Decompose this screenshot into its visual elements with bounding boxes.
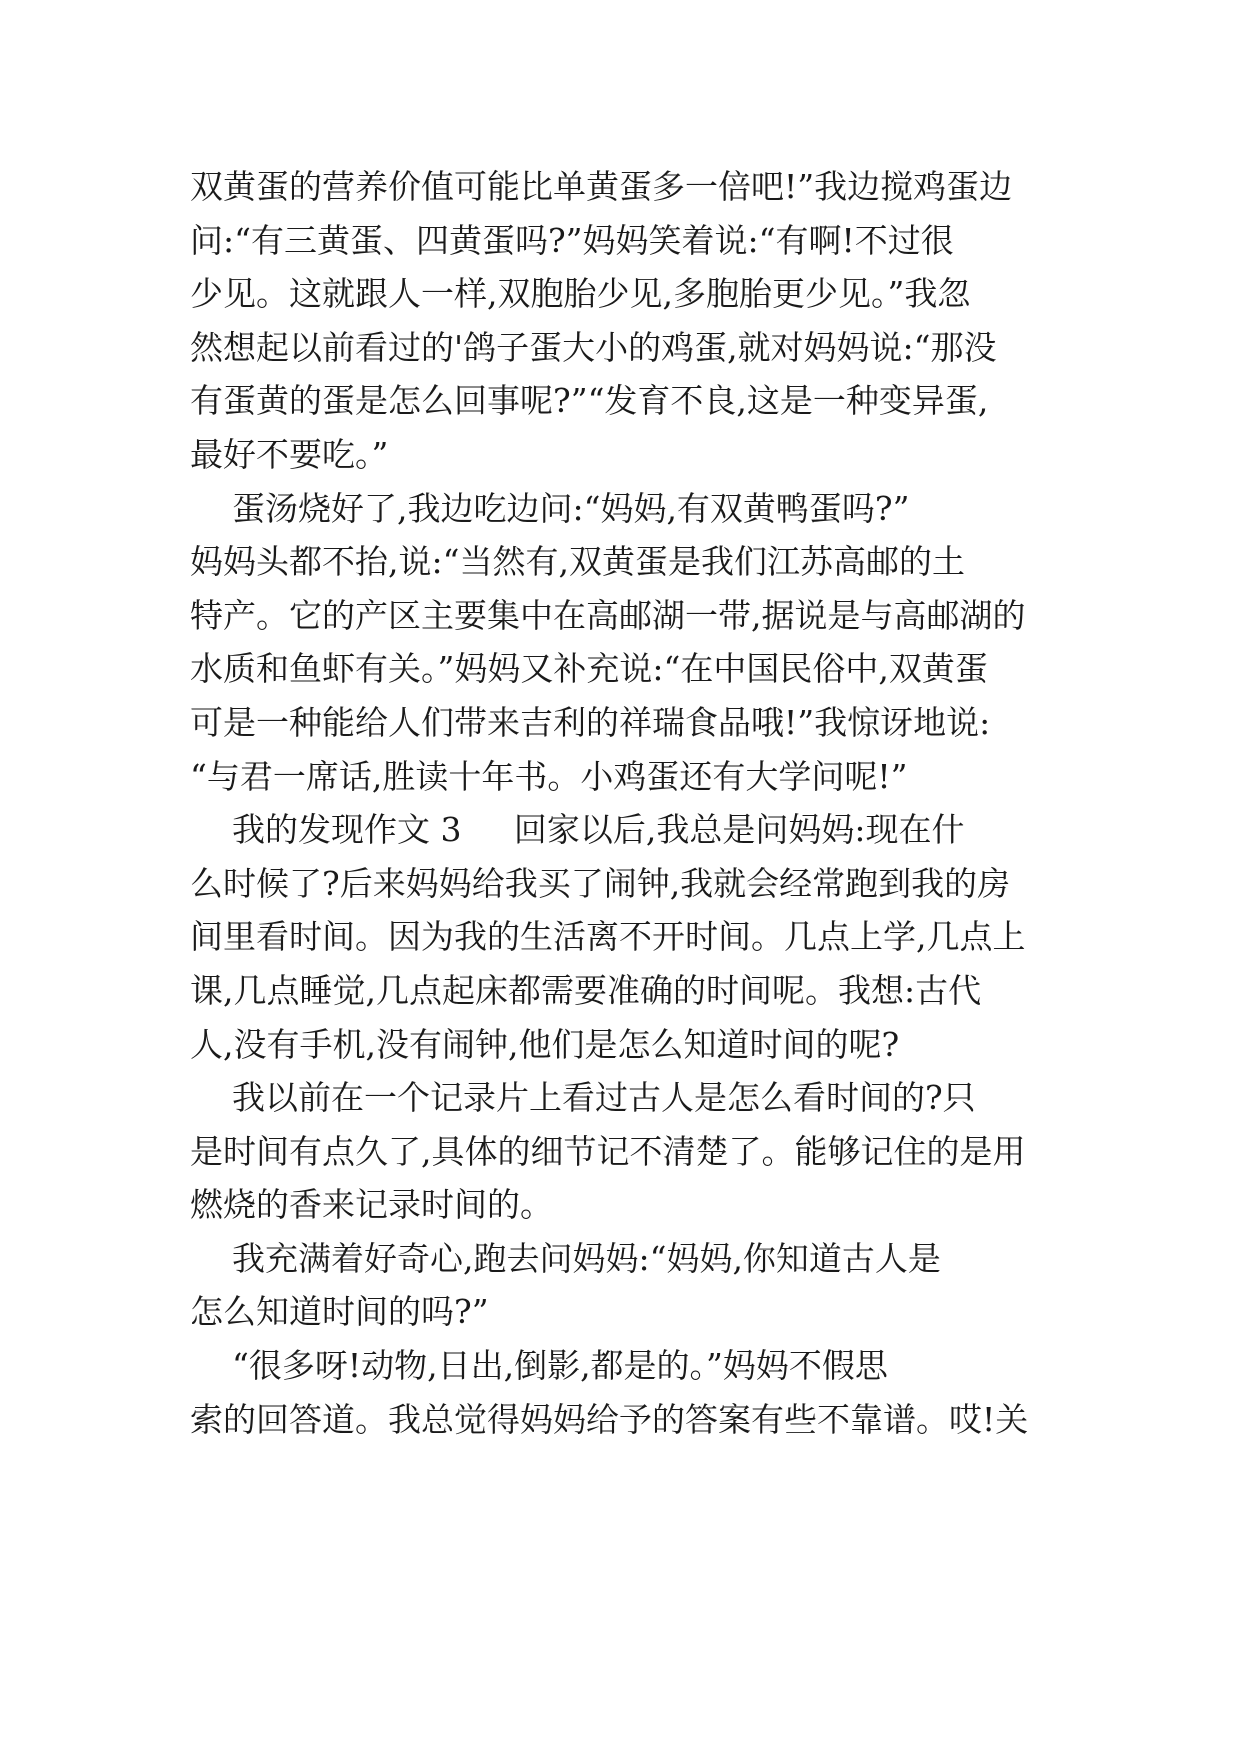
text-line: 间里看时间。因为我的生活离不开时间。几点上学,几点上 — [190, 917, 1026, 957]
text-line: 我充满着好奇心,跑去问妈妈:“妈妈,你知道古人是 — [190, 1238, 941, 1278]
body-text — [190, 160, 1070, 1446]
text-line: 少见。这就跟人一样,双胞胎少见,多胞胎更少见。”我忽 — [190, 274, 971, 314]
text-line: 索的回答道。我总觉得妈妈给予的答案有些不靠谱。哎!关 — [190, 1399, 1029, 1439]
text-line: 可是一种能给人们带来吉利的祥瑞食品哦!”我惊讶地说: — [190, 702, 991, 742]
text-line: 然想起以前看过的'鸽子蛋大小的鸡蛋,就对妈妈说:“那没 — [190, 327, 997, 367]
text-line: 么时候了?后来妈妈给我买了闹钟,我就会经常跑到我的房 — [190, 863, 1011, 903]
text-line: 是时间有点久了,具体的细节记不清楚了。能够记住的是用 — [190, 1131, 1026, 1171]
text-line: 蛋汤烧好了,我边吃边问:“妈妈,有双黄鸭蛋吗?” — [190, 488, 910, 528]
text-line: 妈妈头都不抬,说:“当然有,双黄蛋是我们江苏高邮的土 — [190, 542, 965, 582]
text-line: 最好不要吃。” — [190, 434, 389, 474]
text-line: “与君一席话,胜读十年书。小鸡蛋还有大学问呢!” — [190, 756, 908, 796]
text-line: “很多呀!动物,日出,倒影,都是的。”妈妈不假思 — [190, 1346, 888, 1386]
text-line: 水质和鱼虾有关。”妈妈又补充说:“在中国民俗中,双黄蛋 — [190, 649, 988, 689]
text-line: 有蛋黄的蛋是怎么回事呢?”“发育不良,这是一种变异蛋, — [190, 381, 989, 421]
text-line: 怎么知道时间的吗?” — [190, 1292, 489, 1332]
text-line: 双黄蛋的营养价值可能比单黄蛋多一倍吧!”我边搅鸡蛋边 — [190, 167, 1013, 206]
text-line: 人,没有手机,没有闹钟,他们是怎么知道时间的呢? — [190, 1024, 900, 1064]
text-line: 特产。它的产区主要集中在高邮湖一带,据说是与高邮湖的 — [190, 595, 1026, 635]
text-line: 燃烧的香来记录时间的。 — [190, 1185, 553, 1225]
text-line: 课,几点睡觉,几点起床都需要准确的时间呢。我想:古代 — [190, 970, 982, 1010]
text-line: 我的发现作文 3 回家以后,我总是问妈妈:现在什 — [190, 810, 965, 850]
text-line: 问:“有三黄蛋、四黄蛋吗?”妈妈笑着说:“有啊!不过很 — [190, 220, 954, 260]
text-line: 我以前在一个记录片上看过古人是怎么看时间的?只 — [190, 1078, 976, 1118]
